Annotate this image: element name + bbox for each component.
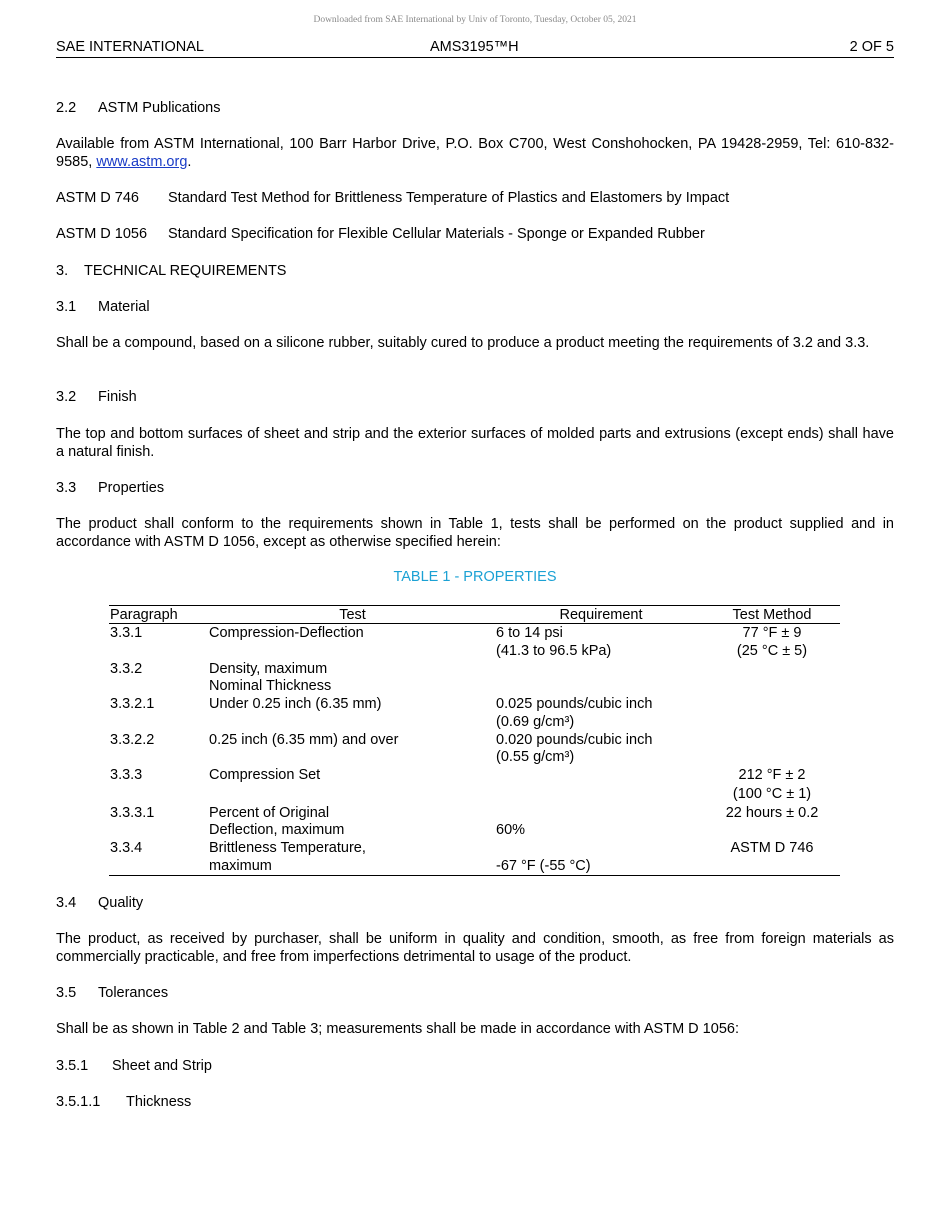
cell-requirement: 0.025 pounds/cubic inch <box>496 696 653 712</box>
section-title: ASTM Publications <box>98 100 221 116</box>
section-3-2-body: The top and bottom surfaces of sheet and strip and the exterior surfaces of molded parts and extrusions (except ends) shall have a natural finish. <box>56 426 894 460</box>
reference-astm-d1056 <box>56 225 894 243</box>
table-row <box>109 731 840 766</box>
astm-website-link[interactable]: www.astm.org <box>96 154 188 170</box>
astm-availability-paragraph <box>56 135 894 171</box>
section-3-3-body: The product shall conform to the requirements shown in Table 1, tests shall be performed on the product supplied and in accordance with ASTM D 1056, except as otherwise specified herein: <box>56 516 894 550</box>
table-1-properties <box>109 605 840 876</box>
table-1-title: TABLE 1 - PROPERTIES <box>393 569 557 585</box>
section-title: Material <box>98 299 150 315</box>
section-number: 3. <box>56 263 69 279</box>
table-row <box>109 839 840 875</box>
cell-test-method: 77 °F ± 9 <box>742 625 802 641</box>
section-2-2-heading <box>56 99 894 117</box>
section-title: Finish <box>98 389 137 405</box>
section-3-3-heading <box>56 479 894 497</box>
section-3-1-heading <box>56 298 894 316</box>
section-title: Sheet and Strip <box>112 1058 212 1074</box>
table-row <box>109 660 840 695</box>
table-row <box>109 695 840 731</box>
astm-address-text: Available from ASTM International, 100 Barr Harbor Drive, P.O. Box C700, West Conshohocken, PA 19428-2959, Tel: 610-832-9585, <box>56 136 894 170</box>
cell-paragraph: 3.3.1 <box>110 625 143 641</box>
cell-paragraph: 3.3.2 <box>110 661 143 677</box>
header-org: SAE INTERNATIONAL <box>56 39 204 55</box>
section-3-5-body: Shall be as shown in Table 2 and Table 3; measurements shall be made in accordance with ASTM D 1056: <box>56 1021 739 1037</box>
reference-code: ASTM D 746 <box>56 190 139 206</box>
section-title: Tolerances <box>98 985 169 1001</box>
cell-test-method: ASTM D 746 <box>730 840 814 856</box>
section-title: TECHNICAL REQUIREMENTS <box>84 263 287 279</box>
section-number: 3.4 <box>56 895 77 911</box>
section-number: 3.1 <box>56 299 77 315</box>
section-number: 3.3 <box>56 480 77 496</box>
cell-test: Brittleness Temperature, <box>209 840 366 856</box>
cell-test: Percent of Original <box>209 805 330 821</box>
reference-astm-d746 <box>56 189 894 207</box>
cell-test: Nominal Thickness <box>209 678 332 694</box>
section-number: 3.5.1.1 <box>56 1094 101 1110</box>
cell-test-method: 22 hours ± 0.2 <box>725 805 819 821</box>
section-title: Thickness <box>126 1094 192 1110</box>
cell-requirement: (0.69 g/cm³) <box>496 714 575 730</box>
cell-paragraph: 3.3.3 <box>110 767 143 783</box>
cell-test: Compression Set <box>209 767 321 783</box>
table-row <box>109 624 840 660</box>
table-header-row <box>109 606 840 624</box>
page-header <box>56 39 894 58</box>
header-page-number: 2 OF 5 <box>849 39 894 55</box>
cell-test: Under 0.25 inch (6.35 mm) <box>209 696 382 712</box>
section-3-1-body: Shall be a compound, based on a silicone rubber, suitably cured to produce a product meeting the requirements of 3.2 and 3.3. <box>56 335 870 351</box>
header-test-method: Test Method <box>732 607 812 623</box>
section-number: 3.5 <box>56 985 77 1001</box>
section-3-2-heading <box>56 388 894 406</box>
header-requirement: Requirement <box>559 607 643 623</box>
cell-test: 0.25 inch (6.35 mm) and over <box>209 732 399 748</box>
reference-title: Standard Test Method for Brittleness Temperature of Plastics and Elastomers by Impact <box>168 190 730 206</box>
cell-requirement: (41.3 to 96.5 kPa) <box>496 643 612 659</box>
cell-test-method: (25 °C ± 5) <box>736 643 808 659</box>
header-test: Test <box>339 607 366 623</box>
section-number: 3.5.1 <box>56 1058 89 1074</box>
section-title: Quality <box>98 895 144 911</box>
table-row <box>109 766 840 804</box>
section-number: 3.2 <box>56 389 77 405</box>
download-note: Downloaded from SAE International by Univ of Toronto, Tuesday, October 05, 2021 <box>313 15 637 25</box>
cell-requirement: 60% <box>496 822 526 838</box>
section-3-5-1-heading <box>56 1057 894 1075</box>
section-3-4-body: The product, as received by purchaser, shall be uniform in quality and condition, smooth, as free from foreign materials as commercially practicable, and free from imperfections detrimental to usage of the product. <box>56 931 894 965</box>
cell-requirement: 0.020 pounds/cubic inch <box>496 732 653 748</box>
cell-test: Compression-Deflection <box>209 625 364 641</box>
cell-requirement: (0.55 g/cm³) <box>496 749 575 765</box>
section-3-5-heading <box>56 984 894 1002</box>
cell-test-method: (100 °C ± 1) <box>732 786 812 802</box>
table-row <box>109 804 840 839</box>
reference-title: Standard Specification for Flexible Cellular Materials - Sponge or Expanded Rubber <box>168 226 705 242</box>
cell-test-method: 212 °F ± 2 <box>738 767 806 783</box>
section-3-5-1-1-heading <box>56 1093 894 1111</box>
cell-paragraph: 3.3.2.2 <box>110 732 155 748</box>
cell-test: Density, maximum <box>209 661 328 677</box>
cell-paragraph: 3.3.4 <box>110 840 143 856</box>
section-3-heading <box>56 262 894 280</box>
cell-test: Deflection, maximum <box>209 822 345 838</box>
cell-test: maximum <box>209 858 272 874</box>
section-title: Properties <box>98 480 165 496</box>
section-number: 2.2 <box>56 100 77 116</box>
cell-paragraph: 3.3.3.1 <box>110 805 155 821</box>
cell-requirement: 6 to 14 psi <box>496 625 563 641</box>
reference-code: ASTM D 1056 <box>56 226 148 242</box>
cell-paragraph: 3.3.2.1 <box>110 696 155 712</box>
cell-requirement: -67 °F (-55 °C) <box>496 858 591 874</box>
astm-tail: . <box>187 154 192 170</box>
header-paragraph: Paragraph <box>110 607 178 623</box>
section-3-4-heading <box>56 894 894 912</box>
header-doc-number: AMS3195™H <box>430 39 519 55</box>
